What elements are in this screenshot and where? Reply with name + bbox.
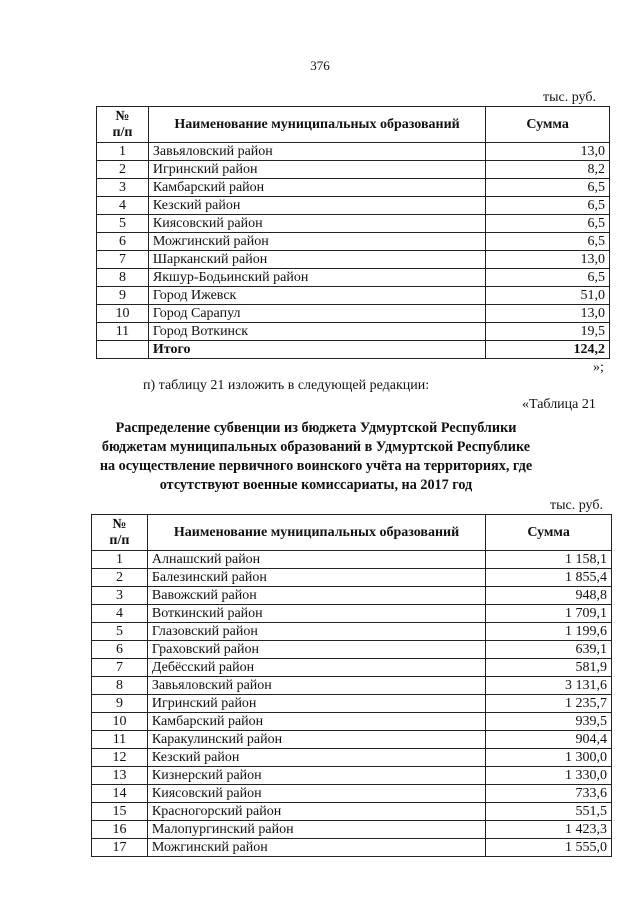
row-number: 5 <box>92 623 148 641</box>
table-row <box>92 839 612 857</box>
row-sum: 1 709,1 <box>486 605 612 623</box>
row-number: 1 <box>92 551 148 569</box>
row-number: 6 <box>97 233 149 251</box>
row-number: 14 <box>92 785 148 803</box>
unit-label-table-2: тыс. руб. <box>550 498 603 513</box>
row-sum: 13,0 <box>486 305 610 323</box>
row-name: Можгинский район <box>148 233 485 251</box>
table-row <box>92 821 612 839</box>
total-sum: 124,2 <box>486 341 610 359</box>
row-sum: 639,1 <box>486 641 612 659</box>
row-number: 3 <box>97 179 149 197</box>
row-number: 11 <box>97 323 149 341</box>
row-sum: 1 199,6 <box>486 623 612 641</box>
row-number: 10 <box>92 713 148 731</box>
row-sum: 6,5 <box>486 215 610 233</box>
row-name: Можгинский район <box>147 839 485 857</box>
row-name: Город Ижевск <box>148 287 485 305</box>
row-sum: 904,4 <box>486 731 612 749</box>
row-number: 10 <box>97 305 149 323</box>
closing-quote: »; <box>593 360 604 375</box>
row-sum: 733,6 <box>486 785 612 803</box>
row-sum: 6,5 <box>486 233 610 251</box>
row-number: 6 <box>92 641 148 659</box>
row-number: 1 <box>97 143 149 161</box>
row-name: Город Сарапул <box>148 305 485 323</box>
table-row <box>92 785 612 803</box>
row-name: Шарканский район <box>148 251 485 269</box>
table-1 <box>96 106 610 359</box>
row-sum: 581,9 <box>486 659 612 677</box>
row-sum: 19,5 <box>486 323 610 341</box>
table-row <box>92 767 612 785</box>
row-name: Город Воткинск <box>148 323 485 341</box>
row-name: Завьяловский район <box>147 677 485 695</box>
row-sum: 551,5 <box>486 803 612 821</box>
table-row <box>97 197 610 215</box>
table-title: Распределение субвенции из бюджета Удмуртской Республики бюджетам муниципальных образований в Удмуртской Республике на осуществление первичного воинского учёта на территориях, где отсутствуют военные комиссариаты, на 2017 год <box>99 420 533 493</box>
instruction-text: п) таблицу 21 изложить в следующей редакции: <box>143 378 430 393</box>
row-name: Кезский район <box>147 749 485 767</box>
row-name: Кезский район <box>148 197 485 215</box>
row-sum: 13,0 <box>486 251 610 269</box>
table-row <box>97 215 610 233</box>
row-sum: 1 555,0 <box>486 839 612 857</box>
row-name: Глазовский район <box>147 623 485 641</box>
row-name: Вавожский район <box>147 587 485 605</box>
row-name: Игринский район <box>147 695 485 713</box>
header-name: Наименование муниципальных образований <box>148 107 485 143</box>
row-name: Киясовский район <box>147 785 485 803</box>
row-sum: 1 330,0 <box>486 767 612 785</box>
row-sum: 1 158,1 <box>486 551 612 569</box>
row-sum: 51,0 <box>486 287 610 305</box>
row-name: Балезинский район <box>147 569 485 587</box>
row-sum: 6,5 <box>486 269 610 287</box>
table-row <box>97 305 610 323</box>
total-number <box>97 341 149 359</box>
row-name: Алнашский район <box>147 551 485 569</box>
row-number: 9 <box>92 695 148 713</box>
table-row <box>97 161 610 179</box>
row-sum: 1 423,3 <box>486 821 612 839</box>
row-number: 7 <box>97 251 149 269</box>
table-row <box>97 179 610 197</box>
table-row <box>97 143 610 161</box>
row-name: Красногорский район <box>147 803 485 821</box>
row-name: Малопургинский район <box>147 821 485 839</box>
row-number: 16 <box>92 821 148 839</box>
row-name: Завьяловский район <box>148 143 485 161</box>
table-row <box>92 713 612 731</box>
table-row <box>92 551 612 569</box>
table-row <box>97 251 610 269</box>
row-name: Граховский район <box>147 641 485 659</box>
row-name: Воткинский район <box>147 605 485 623</box>
row-number: 9 <box>97 287 149 305</box>
header-sum: Сумма <box>486 515 612 551</box>
row-number: 15 <box>92 803 148 821</box>
header-num: № п/п <box>97 107 149 143</box>
row-sum: 939,5 <box>486 713 612 731</box>
row-sum: 13,0 <box>486 143 610 161</box>
table-row <box>92 803 612 821</box>
table-row <box>92 623 612 641</box>
table-row <box>92 569 612 587</box>
row-number: 4 <box>92 605 148 623</box>
table-row <box>92 587 612 605</box>
row-name: Дебёсский район <box>147 659 485 677</box>
table-row <box>92 695 612 713</box>
row-number: 7 <box>92 659 148 677</box>
row-name: Каракулинский район <box>147 731 485 749</box>
row-number: 2 <box>92 569 148 587</box>
row-number: 5 <box>97 215 149 233</box>
row-number: 11 <box>92 731 148 749</box>
row-name: Камбарский район <box>147 713 485 731</box>
row-sum: 6,5 <box>486 179 610 197</box>
table-row <box>92 749 612 767</box>
row-sum: 8,2 <box>486 161 610 179</box>
row-number: 12 <box>92 749 148 767</box>
row-sum: 1 300,0 <box>486 749 612 767</box>
row-name: Киясовский район <box>148 215 485 233</box>
header-num: № п/п <box>92 515 148 551</box>
row-number: 8 <box>97 269 149 287</box>
table-2 <box>91 514 612 857</box>
table-reference: «Таблица 21 <box>522 397 596 412</box>
row-number: 8 <box>92 677 148 695</box>
table-row <box>92 731 612 749</box>
header-name: Наименование муниципальных образований <box>147 515 485 551</box>
row-number: 3 <box>92 587 148 605</box>
table-row <box>92 641 612 659</box>
row-sum: 1 235,7 <box>486 695 612 713</box>
total-label: Итого <box>148 341 485 359</box>
row-number: 13 <box>92 767 148 785</box>
page-number: 376 <box>310 58 330 73</box>
row-name: Камбарский район <box>148 179 485 197</box>
table-row <box>97 323 610 341</box>
row-sum: 1 855,4 <box>486 569 612 587</box>
row-name: Игринский район <box>148 161 485 179</box>
total-row <box>97 341 610 359</box>
row-number: 4 <box>97 197 149 215</box>
row-sum: 948,8 <box>486 587 612 605</box>
row-sum: 3 131,6 <box>486 677 612 695</box>
row-number: 2 <box>97 161 149 179</box>
table-row <box>97 287 610 305</box>
table-row <box>92 659 612 677</box>
table-row <box>92 677 612 695</box>
table-row <box>97 269 610 287</box>
row-number: 17 <box>92 839 148 857</box>
unit-label-table-1: тыс. руб. <box>543 90 596 105</box>
row-name: Кизнерский район <box>147 767 485 785</box>
table-row <box>97 233 610 251</box>
table-row <box>92 605 612 623</box>
row-sum: 6,5 <box>486 197 610 215</box>
header-sum: Сумма <box>486 107 610 143</box>
row-name: Якшур-Бодьинский район <box>148 269 485 287</box>
